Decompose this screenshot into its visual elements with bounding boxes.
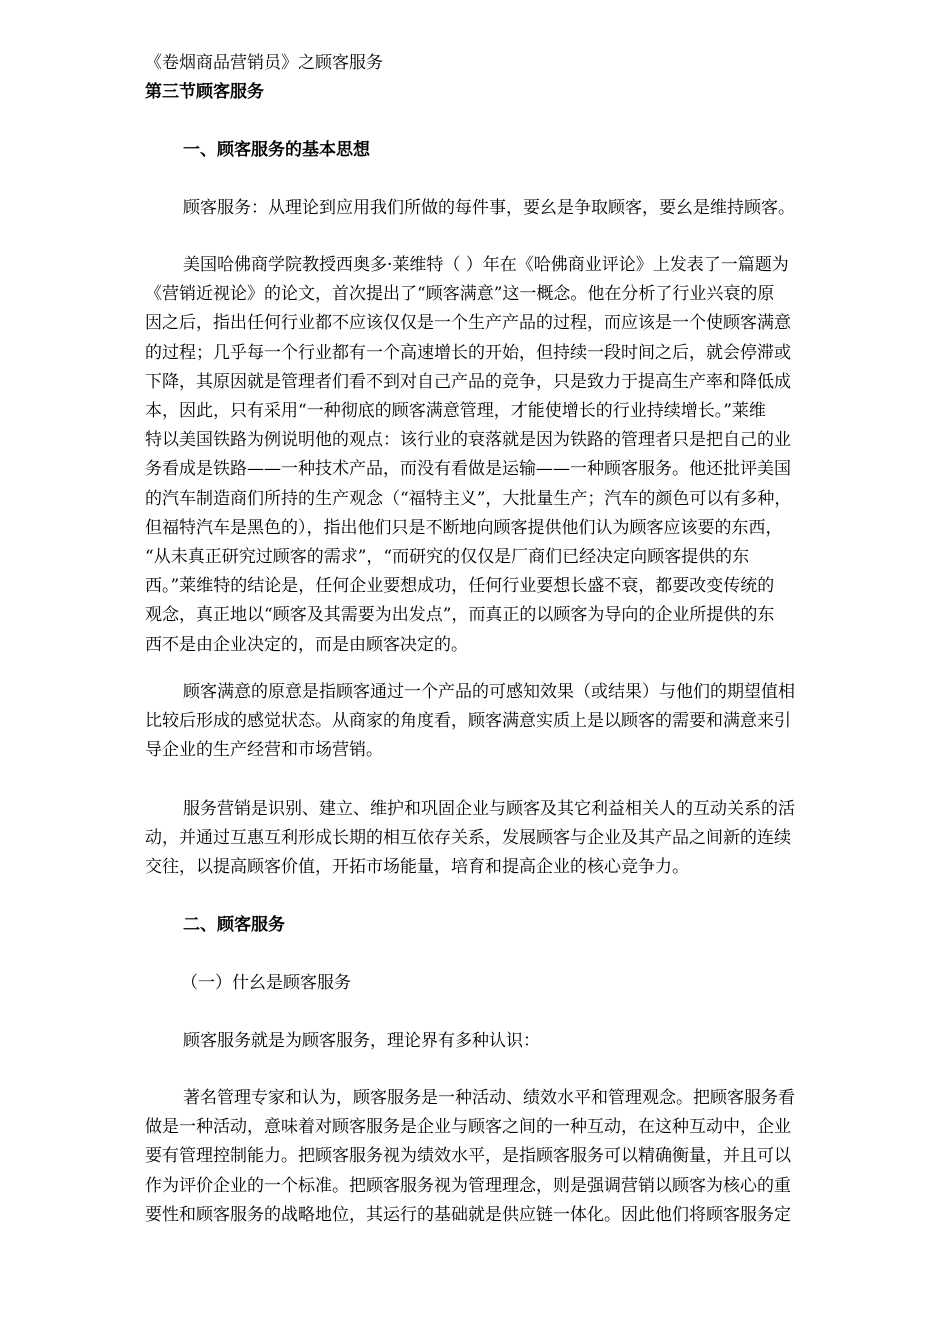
paragraph-line: 的汽车制造商们所持的生产观念（“福特主义”，大批量生产；汽车的颜色可以有多种， bbox=[145, 488, 792, 509]
paragraph-line: 但福特汽车是黑色的），指出他们只是不断地向顾客提供他们认为顾客应该要的东西， bbox=[145, 517, 783, 538]
paragraph-line: 比较后形成的感觉状态。从商家的角度看，顾客满意实质上是以顾客的需要和满意来引 bbox=[145, 711, 791, 732]
paragraph-line: 作为评价企业的一个标准。把顾客服务视为管理理念，则是强调营销以顾客为核心的重 bbox=[145, 1175, 791, 1196]
paragraph-line: 因之后，指出任何行业都不应该仅仅是一个生产产品的过程，而应该是一个使顾客满意 bbox=[145, 313, 791, 334]
paragraph-customer-service-definition: 顾客服务：从理论到应用我们所做的每件事，要幺是争取顾客，要幺是维持顾客。 bbox=[183, 198, 795, 218]
heading-customer-service: 二、顾客服务 bbox=[183, 915, 285, 935]
paragraph-line: 下降，其原因就是管理者们看不到对自己产品的竞争，只是致力于提高生产率和降低成 bbox=[145, 371, 791, 392]
paragraph-line: 导企业的生产经营和市场营销。 bbox=[145, 740, 383, 761]
paragraph-line: 美国哈佛商学院教授西奥多·莱维特（ ）年在《哈佛商业评论》上发表了一篇题为 bbox=[183, 255, 789, 275]
paragraph-service-marketing bbox=[145, 795, 885, 883]
paragraph-satisfaction bbox=[145, 678, 885, 766]
section-title: 第三节顾客服务 bbox=[145, 82, 264, 102]
paragraph-expert-views bbox=[145, 1084, 885, 1230]
paragraph-line: 服务营销是识别、建立、维护和巩固企业与顾客及其它利益相关人的互动关系的活 bbox=[183, 799, 795, 819]
paragraph-line: 要有管理控制能力。把顾客服务视为绩效水平，是指顾客服务可以精确衡量，并且可以 bbox=[145, 1146, 791, 1167]
document-title: 《卷烟商品营销员》之顾客服务 bbox=[145, 53, 383, 73]
paragraph-line: 本，因此，只有采用“一种彻底的顾客满意管理，才能使增长的行业持续增长。”莱维 bbox=[145, 401, 766, 422]
paragraph-line: 观念，真正地以“顾客及其需要为出发点”，而真正的以顾客为导向的企业所提供的东 bbox=[145, 605, 775, 626]
paragraph-line: 顾客满意的原意是指顾客通过一个产品的可感知效果（或结果）与他们的期望值相 bbox=[183, 682, 795, 702]
paragraph-line: “从未真正研究过顾客的需求”，“而研究的仅仅是厂商们已经决定向顾客提供的东 bbox=[145, 547, 750, 568]
subheading-what-is-customer-service: （一）什幺是顾客服务 bbox=[181, 973, 351, 993]
paragraph-line: 交往，以提高顾客价值，开拓市场能量，培育和提高企业的核心竞争力。 bbox=[145, 857, 689, 878]
heading-basic-ideas: 一、顾客服务的基本思想 bbox=[183, 140, 370, 160]
paragraph-line: 的过程；几乎每一个行业都有一个高速增长的开始，但持续一段时间之后，就会停滞或 bbox=[145, 342, 791, 363]
paragraph-theories: 顾客服务就是为顾客服务，理论界有多种认识： bbox=[183, 1031, 540, 1051]
paragraph-line: 《营销近视论》的论文，首次提出了“顾客满意”这一概念。他在分析了行业兴衰的原 bbox=[145, 284, 775, 305]
paragraph-line: 著名管理专家和认为，顾客服务是一种活动、绩效水平和管理观念。把顾客服务看 bbox=[183, 1088, 795, 1108]
paragraph-levitt bbox=[145, 251, 885, 660]
paragraph-line: 做是一种活动，意味着对顾客服务是企业与顾客之间的一种互动，在这种互动中，企业 bbox=[145, 1117, 791, 1138]
paragraph-line: 务看成是铁路——一种技术产品，而没有看做是运输——一种顾客服务。他还批评美国 bbox=[145, 459, 791, 480]
paragraph-line: 特以美国铁路为例说明他的观点：该行业的衰落就是因为铁路的管理者只是把自己的业 bbox=[145, 430, 791, 451]
paragraph-line: 动，并通过互惠互利形成长期的相互依存关系，发展顾客与企业及其产品之间新的连续 bbox=[145, 828, 791, 849]
paragraph-line: 要性和顾客服务的战略地位，其运行的基础就是供应链一体化。因此他们将顾客服务定 bbox=[145, 1204, 791, 1225]
paragraph-line: 西不是由企业决定的，而是由顾客决定的。 bbox=[145, 634, 468, 655]
paragraph-line: 西。”莱维特的结论是，任何企业要想成功，任何行业要想长盛不衰，都要改变传统的 bbox=[145, 576, 775, 597]
